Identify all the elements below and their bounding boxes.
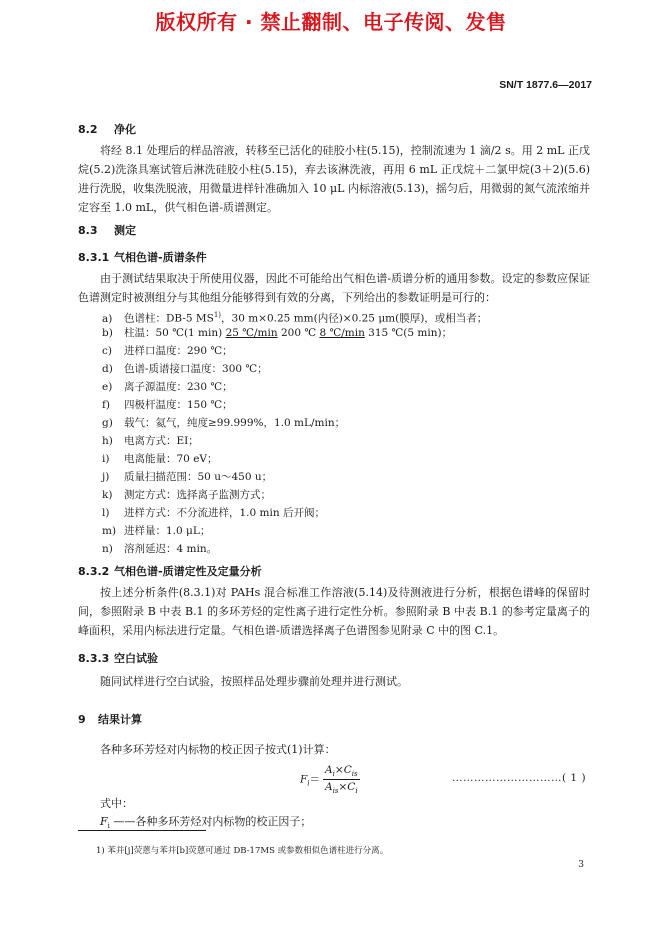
item-text: 进样量：1.0 μL； [124,525,211,537]
symbol: C [343,764,352,776]
item-text: 进样口温度：290 ℃； [124,345,233,357]
item-text: 色谱柱：DB-5 MS [124,312,214,325]
standard-number: SN/T 1877.6—2017 [499,79,592,91]
subscript: i [355,787,358,796]
section-9-intro [78,740,590,759]
section-8-3-1-heading [78,249,207,265]
item-text: 质量扫描范围：50 u～450 u； [124,471,273,483]
symbol: A [325,781,333,794]
item-marker: m) [102,525,117,537]
formula-1 [300,764,360,795]
symbol: C [347,781,356,794]
subscript: is [351,770,358,779]
item-marker: j) [102,471,110,483]
list-item [102,342,582,360]
item-marker: h) [102,435,113,447]
section-title: 气相色谱-质谱定性及定量分析 [114,565,262,578]
section-8-3-3-heading [78,650,158,666]
equation-label: ( 1 ) [562,772,587,784]
section-8-3-2-body [78,583,590,640]
section-8-3-3-body [78,672,590,691]
ramp-rate: 25 ℃/min [225,327,278,339]
variable-definition [100,813,311,830]
definition-text: ——各种多环芳烃对内标物的校正因子； [109,815,312,828]
list-item [102,486,582,504]
subscript: i [307,779,310,788]
section-number: 8.2 [78,123,98,136]
item-text: 柱温：50 ℃(1 min) [124,327,226,339]
ramp-rate: 8 ℃/min [319,327,365,339]
list-item [102,432,582,450]
section-number: 8.3.3 [78,652,110,665]
paragraph: 由于测试结果取决于所使用仪器，因此不可能给出气相色谱-质谱分析的通用参数。设定的参数应保证色谱测定时被测组分与其他组分能够得到有效的分离，下列给出的参数证明是可行的： [78,272,590,304]
list-item [102,504,582,522]
item-text: 测定方式：选择离子监测方式； [124,489,271,501]
item-text: 电离能量：70 eV； [124,453,218,465]
section-8-3-heading [78,222,136,238]
numerator [323,764,360,780]
section-title: 气相色谱-质谱条件 [114,251,207,264]
list-item [102,360,582,378]
section-9-heading [78,711,142,727]
section-title: 测定 [114,224,136,237]
section-number: 8.3 [78,224,98,237]
section-title: 净化 [114,123,136,136]
list-item [102,468,582,486]
section-number: 9 [78,713,86,726]
paragraph: 将经 8.1 处理后的样品溶液，转移至已活化的硅胶小柱(5.15)，控制流速为 1 滴/2 s。用 2 mL 正戊烷(5.2)洗涤具塞试管后淋洗硅胶小柱(5.15)，弃去该淋洗液，再用 6 mL 正戊烷＋二氯甲烷(3＋2)(5.6)进行洗脱，收集洗脱液，用微量进样针准确加入 10 μL 内标溶液(5.13)，摇匀后，用微弱的氮气流浓缩并定容至 1.0 mL，供气相色谱-质谱测定。 [78,144,591,214]
footnote-separator [78,830,206,831]
denominator [323,780,360,795]
section-8-3-1-body [78,269,590,307]
list-item [102,306,582,324]
symbol: A [325,764,333,776]
section-8-2-body [78,141,590,217]
section-8-3-2-heading [78,563,262,579]
item-marker: d) [102,363,113,375]
where-label: 式中： [100,797,133,810]
paragraph: 随同试样进行空白试验，按照样品处理步骤前处理并进行测试。 [100,675,408,688]
section-number: 8.3.2 [78,565,110,578]
item-marker: k) [102,489,113,501]
list-item [102,450,582,468]
leader-dots: ………………………… [452,772,562,784]
subscript: i [107,822,110,831]
item-marker: n) [102,543,113,555]
item-text: 电离方式：EI； [124,435,199,447]
item-text: 离子源温度：230 ℃； [124,381,233,393]
section-title: 空白试验 [114,652,158,665]
formula-lhs: F [300,773,308,786]
times-sign: × [338,781,348,794]
times-sign: × [334,764,344,776]
item-marker: g) [102,417,113,429]
item-text: 进样方式：不分流进样，1.0 min 后开阀； [124,507,325,519]
item-text: 315 ℃(5 min)； [364,327,453,339]
list-item [102,540,582,558]
footnote: 1) 苯并[j]荧蒽与苯并[b]荧蒽可通过 DB-17MS 或参数相似色谱柱进行分离。 [96,846,389,856]
item-text: 载气：氦气，纯度≥99.999%，1.0 mL/min； [124,417,346,429]
list-item [102,324,582,342]
item-text: 四极杆温度：150 ℃； [124,399,233,411]
item-marker: f) [102,399,110,411]
symbol: F [100,815,108,828]
list-item [102,522,582,540]
gcms-conditions-list [102,306,582,558]
item-text: 溶剂延迟：4 min。 [124,543,218,555]
list-item [102,396,582,414]
paragraph: 各种多环芳烃对内标物的校正因子按式(1)计算： [100,743,336,756]
item-text: 色谱-质谱接口温度：300 ℃； [124,363,268,375]
equals-sign: ＝ [309,773,321,786]
list-item [102,378,582,396]
item-marker: b) [102,327,113,339]
subscript: is [332,787,339,796]
item-marker: e) [102,381,113,393]
item-text: ，30 m×0.25 mm(内径)×0.25 μm(膜厚)，或相当者； [221,312,488,325]
item-marker: l) [102,507,110,519]
item-marker: c) [102,345,112,357]
paragraph: 按上述分析条件(8.3.1)对 PAHs 混合标准工作溶液(5.14)及待测液进行分析，根据色谱峰的保留时间，参照附录 B 中表 B.1 的多环芳烃的定性离子进行定性分析。参照附录 B 中表 B.1 的参考定量离子的峰面积，采用内标法进行定量。气相色谱-质谱选择离子色谱图参见附录 C 中的图 C.1。 [78,586,590,637]
section-number: 8.3.1 [78,251,110,264]
equation-number [452,772,586,784]
item-text: 200 ℃ [277,327,320,339]
watermark: 版权所有 · 禁止翻制、电子传阅、发售 [155,10,507,34]
footnote-ref: 1) [213,311,222,319]
section-8-2-heading [78,121,136,137]
section-title: 结果计算 [98,713,142,726]
item-marker: i) [102,453,110,465]
page-number: 3 [578,860,584,870]
item-marker: a) [102,312,113,325]
list-item [102,414,582,432]
fraction [323,764,360,795]
subscript: i [332,770,335,779]
